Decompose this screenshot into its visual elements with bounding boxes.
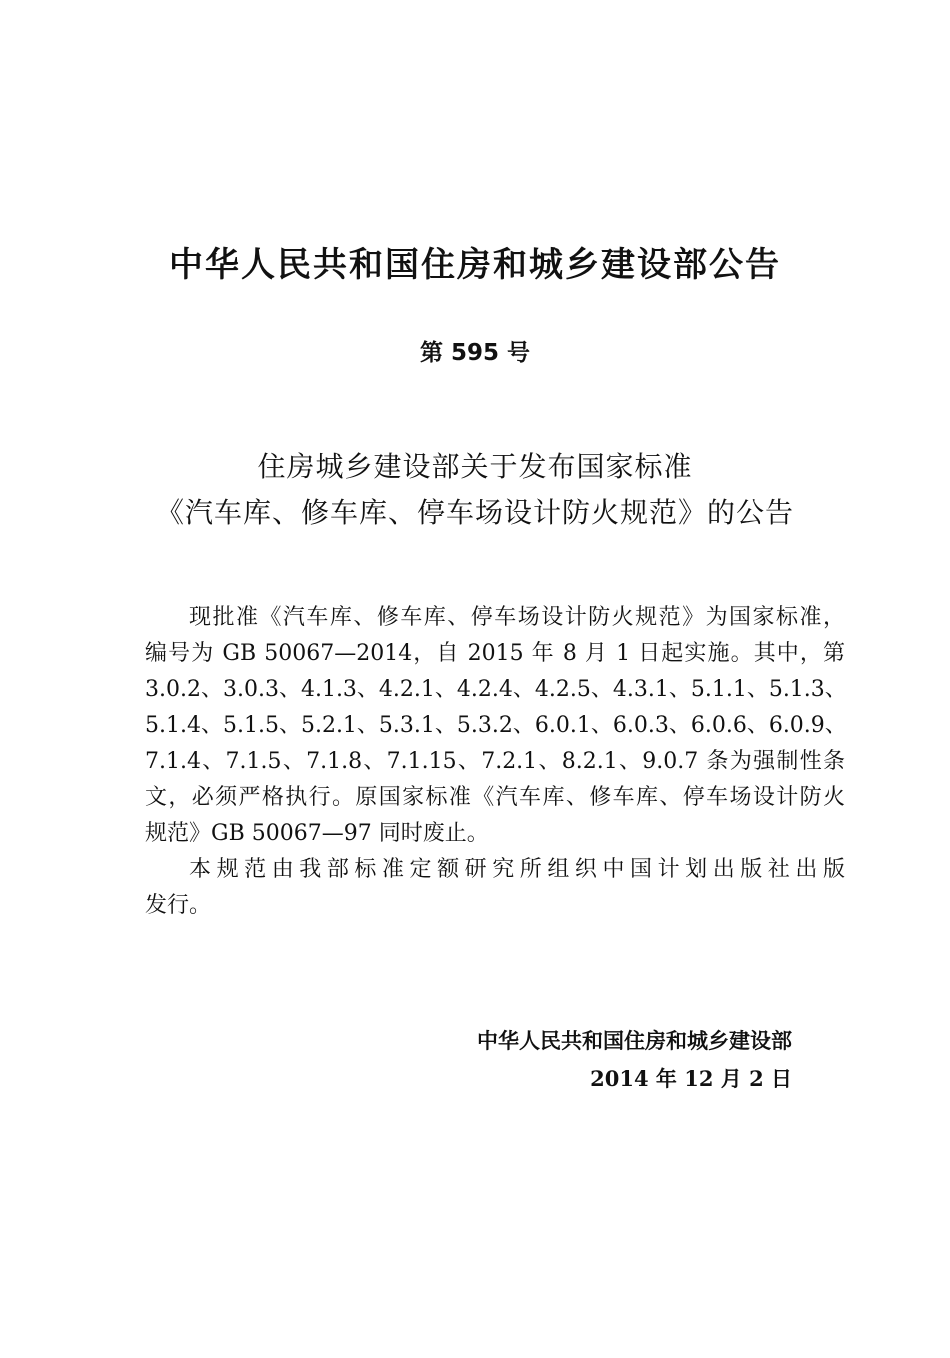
announcement-body [145, 600, 845, 924]
paragraph-line: 现批准《汽车库、修车库、停车场设计防火规范》为国家标准， [189, 605, 845, 630]
issuing-organization: 中华人民共和国住房和城乡建设部 [477, 1029, 792, 1053]
document-title: 中华人民共和国住房和城乡建设部公告 [169, 245, 781, 285]
paragraph-line: 编号为 GB 50067—2014，自 2015 年 8 月 1 日起实施。其中，第 [145, 641, 845, 666]
subtitle-line: 住房城乡建设部关于发布国家标准 [257, 450, 693, 483]
paragraph-line: 文，必须严格执行。原国家标准《汽车库、修车库、停车场设计防火 [145, 785, 845, 810]
paragraph-line: 5.1.4、5.1.5、5.2.1、5.3.1、5.3.2、6.0.1、6.0.3、6.0.6、6.0.9、 [145, 713, 847, 738]
paragraph-publication [145, 852, 845, 924]
subtitle-line: 《汽车库、修车库、停车场设计防火规范》的公告 [155, 496, 794, 529]
signature-block [477, 1022, 792, 1098]
announcement-subtitle [0, 444, 950, 536]
paragraph-line: 7.1.4、7.1.5、7.1.8、7.1.15、7.2.1、8.2.1、9.0.7 条为强制性条 [145, 749, 845, 774]
paragraph-line: 发行。 [145, 893, 212, 918]
paragraph-line: 本规范由我部标准定额研究所组织中国计划出版社出版 [189, 857, 845, 882]
paragraph-line: 3.0.2、3.0.3、4.1.3、4.2.1、4.2.4、4.2.5、4.3.1、5.1.1、5.1.3、 [145, 677, 847, 702]
announcement-number: 第 595 号 [419, 340, 531, 366]
paragraph-approval [145, 600, 845, 852]
issue-date: 2014 年 12 月 2 日 [590, 1066, 792, 1091]
paragraph-line: 规范》GB 50067—97 同时废止。 [145, 821, 489, 846]
